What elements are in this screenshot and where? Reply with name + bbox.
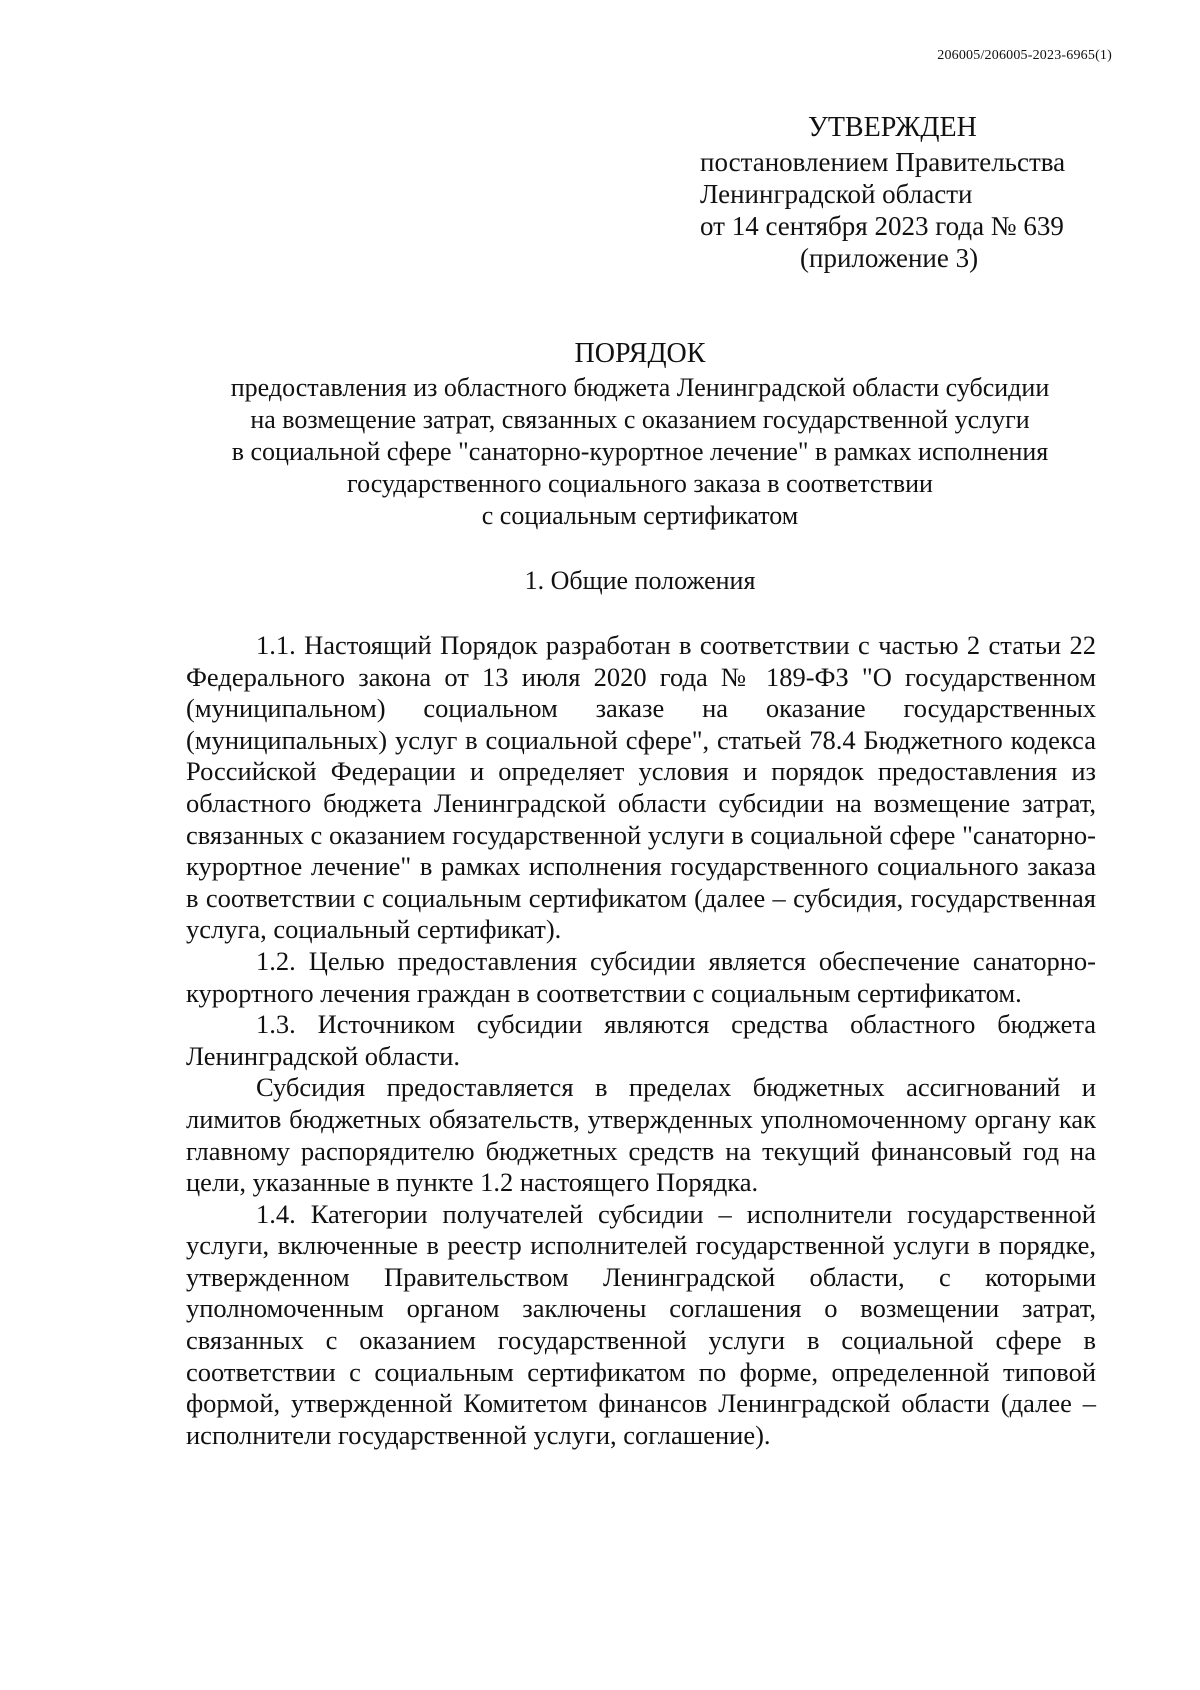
paragraph-1-3-continued: Субсидия предоставляется в пределах бюджетных ассигнований и лимитов бюджетных обязательств, утвержденных уполномоченному органу как главному распорядителю бюджетных средств на текущий финансовый год на цели, указанные в пункте 1.2 настоящего Порядка. xyxy=(186,1072,1096,1198)
title-line-5: с социальным сертификатом xyxy=(481,501,799,530)
paragraph-1-3: 1.3. Источником субсидии являются средства областного бюджета Ленинградской области. xyxy=(186,1009,1096,1071)
paragraph-1-4: 1.4. Категории получателей субсидии – исполнители государственной услуги, включенные в реестр исполнителей государственной услуги в порядке, утвержденном Правительством Ленинградской области, с которыми уполномоченным органом заключены соглашения о возмещении затрат, связанных с оказанием государственной услуги в социальной сфере в соответствии с социальным сертификатом по форме, определенной типовой формой, утвержденной Комитетом финансов Ленинградской области (далее – исполнители государственной услуги, соглашение). xyxy=(186,1198,1096,1450)
document-title-block xyxy=(150,338,1130,532)
approval-line-3: от 14 сентября 2023 года № 639 xyxy=(700,211,1064,241)
section-heading: 1. Общие положения xyxy=(524,566,756,595)
document-title: ПОРЯДОК xyxy=(574,338,706,369)
title-line-3: в социальной сфере "санаторно-курортное лечение" в рамках исполнения xyxy=(231,437,1049,466)
paragraph-1-1: 1.1. Настоящий Порядок разработан в соответствии с частью 2 статьи 22 Федерального закона от 13 июля 2020 года № 189-ФЗ "О государственном (муниципальном) социальном заказе на оказание государственных (муниципальных) услуг в социальной сфере", статьей 78.4 Бюджетного кодекса Российской Федерации и определяет условия и порядок предоставления из областного бюджета Ленинградской области субсидии на возмещение затрат, связанных с оказанием государственной услуги в социальной сфере "санаторно-курортное лечение" в рамках исполнения государственного социального заказа в соответствии с социальным сертификатом (далее – субсидия, государственная услуга, социальный сертификат). xyxy=(186,630,1096,945)
document-body xyxy=(186,630,1096,1451)
title-line-1: предоставления из областного бюджета Ленинградской области субсидии xyxy=(230,373,1050,402)
title-line-2: на возмещение затрат, связанных с оказанием государственной услуги xyxy=(250,405,1030,434)
approval-line-4: (приложение 3) xyxy=(800,243,979,273)
approval-heading: УТВЕРЖДЕН xyxy=(808,112,977,143)
approval-line-1: постановлением Правительства xyxy=(700,147,1066,177)
approval-stamp-block xyxy=(700,112,1120,274)
title-line-4: государственного социального заказа в соответствии xyxy=(347,469,933,498)
paragraph-1-2: 1.2. Целью предоставления субсидии является обеспечение санаторно-курортного лечения граждан в соответствии с социальным сертификатом. xyxy=(186,945,1096,1008)
document-registration-number: 206005/206005-2023-6965(1) xyxy=(937,48,1112,63)
approval-line-2: Ленинградской области xyxy=(700,179,973,209)
